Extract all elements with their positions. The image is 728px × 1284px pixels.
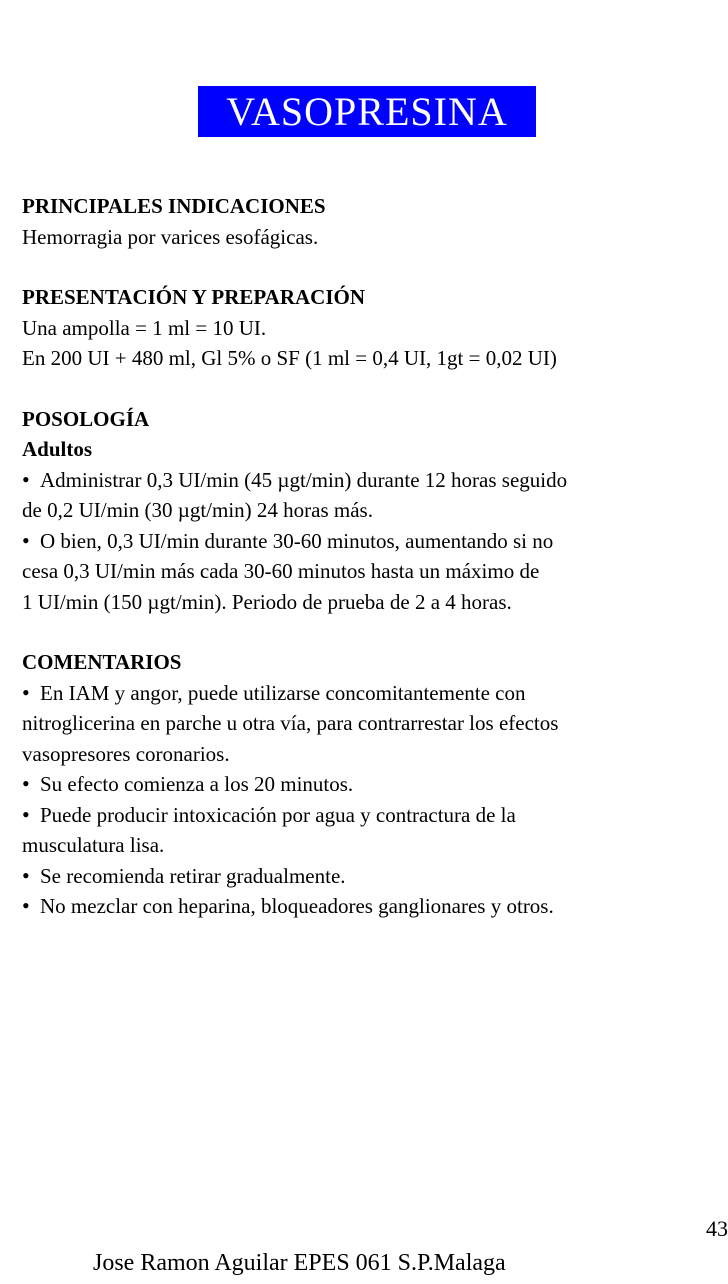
comment-bullet-1-text: En IAM y angor, puede utilizarse concomitantemente con <box>40 680 526 705</box>
comment-bullet-4 <box>22 861 722 892</box>
presentation-heading: PRESENTACIÓN Y PREPARACIÓN <box>22 285 366 309</box>
drug-sheet-body <box>22 191 722 922</box>
presentation-line: Una ampolla = 1 ml = 10 UI. <box>22 315 267 340</box>
comment-bullet-1-cont-2: vasopresores coronarios. <box>22 741 230 766</box>
posology-bullet-2 <box>22 526 722 557</box>
posology-bullet-2-text: O bien, 0,3 UI/min durante 30-60 minutos, aumentando si no <box>40 528 554 553</box>
indications-heading: PRINCIPALES INDICACIONES <box>22 194 326 218</box>
footer-author: Jose Ramon Aguilar EPES 061 S.P.Malaga <box>93 1250 506 1276</box>
comment-bullet-3-text: Puede producir intoxicación por agua y contractura de la <box>40 802 516 827</box>
adults-subheading: Adultos <box>22 437 93 461</box>
posology-bullet-2-cont-1: cesa 0,3 UI/min más cada 30-60 minutos hasta un máximo de <box>22 559 540 583</box>
preparation-line: En 200 UI + 480 ml, Gl 5% o SF (1 ml = 0,4 UI, 1gt = 0,02 UI) <box>22 346 557 370</box>
comment-bullet-5 <box>22 891 722 922</box>
posology-heading: POSOLOGÍA <box>22 406 150 431</box>
comment-bullet-2 <box>22 769 722 800</box>
posology-bullet-1-cont: de 0,2 UI/min (30 µgt/min) 24 horas más. <box>22 498 373 522</box>
comment-bullet-3-cont: musculatura lisa. <box>22 833 165 857</box>
comment-bullet-3 <box>22 800 722 831</box>
comment-bullet-1 <box>22 678 722 709</box>
indications-text: Hemorragia por varices esofágicas. <box>22 224 319 249</box>
page-number: 43 <box>706 1216 728 1241</box>
comment-bullet-5-text: No mezclar con heparina, bloqueadores ganglionares y otros. <box>40 894 554 918</box>
comment-bullet-1-cont-1: nitroglicerina en parche u otra vía, para contrarrestar los efectos <box>22 711 559 735</box>
posology-bullet-1 <box>22 465 722 496</box>
posology-bullet-1-text: Administrar 0,3 UI/min (45 µgt/min) durante 12 horas seguido <box>40 467 568 492</box>
comments-heading: COMENTARIOS <box>22 650 182 674</box>
comment-bullet-4-text: Se recomienda retirar gradualmente. <box>40 863 346 888</box>
comment-bullet-2-text: Su efecto comienza a los 20 minutos. <box>40 772 354 796</box>
posology-bullet-2-cont-2: 1 UI/min (150 µgt/min). Periodo de prueba de 2 a 4 horas. <box>22 589 512 614</box>
page-title: VASOPRESINA <box>198 86 536 137</box>
